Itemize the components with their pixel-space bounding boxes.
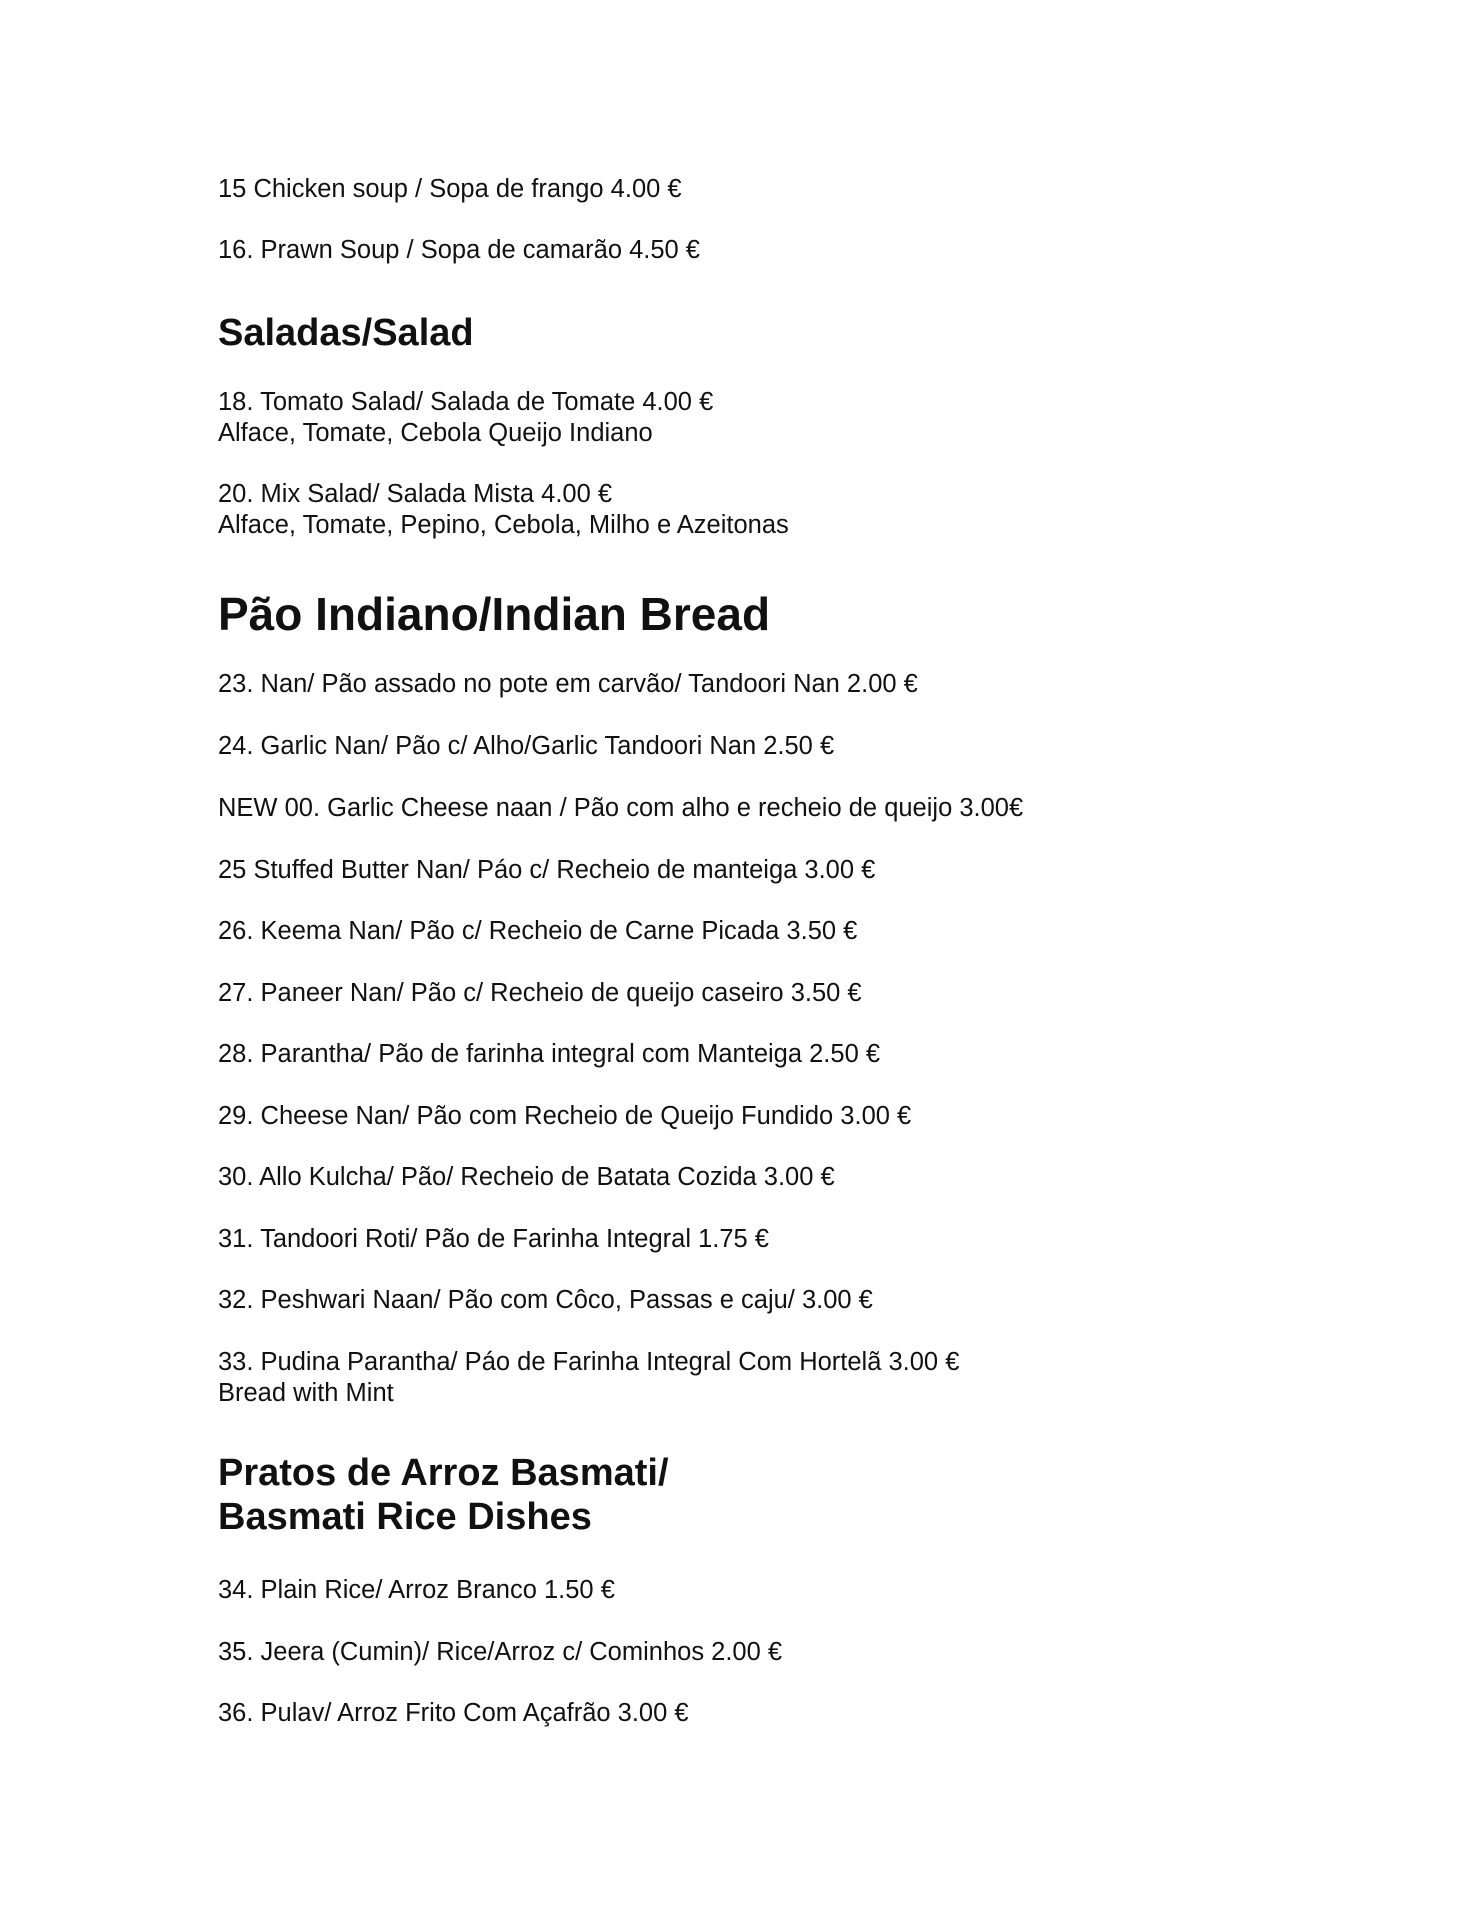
menu-item-pudina-parantha: 33. Pudina Parantha/ Páo de Farinha Integral Com Hortelã 3.00 € <box>218 1348 960 1376</box>
menu-item: 26. Keema Nan/ Pão c/ Recheio de Carne Picada 3.50 € <box>218 917 858 945</box>
menu-item: 25 Stuffed Butter Nan/ Páo c/ Recheio de manteiga 3.00 € <box>218 856 876 884</box>
menu-item-chicken-soup: 15 Chicken soup / Sopa de frango 4.00 € <box>218 175 682 203</box>
section-heading-rice-line-2: Basmati Rice Dishes <box>218 1496 592 1538</box>
menu-item: 32. Peshwari Naan/ Pão com Côco, Passas e caju/ 3.00 € <box>218 1286 873 1314</box>
menu-item: 36. Pulav/ Arroz Frito Com Açafrão 3.00 € <box>218 1699 689 1727</box>
section-heading-indian-bread: Pão Indiano/Indian Bread <box>218 588 771 640</box>
menu-item: 27. Paneer Nan/ Pão c/ Recheio de queijo caseiro 3.50 € <box>218 979 862 1007</box>
menu-item: 34. Plain Rice/ Arroz Branco 1.50 € <box>218 1576 615 1604</box>
menu-item: 29. Cheese Nan/ Pão com Recheio de Queijo Fundido 3.00 € <box>218 1102 912 1130</box>
menu-item: 28. Parantha/ Pão de farinha integral com Manteiga 2.50 € <box>218 1040 881 1068</box>
menu-item: 23. Nan/ Pão assado no pote em carvão/ Tandoori Nan 2.00 € <box>218 670 918 698</box>
menu-item-tomato-salad: 18. Tomato Salad/ Salada de Tomate 4.00 € <box>218 388 714 416</box>
menu-item-description: Bread with Mint <box>218 1379 394 1407</box>
menu-item-prawn-soup: 16. Prawn Soup / Sopa de camarão 4.50 € <box>218 236 700 264</box>
menu-item: 30. Allo Kulcha/ Pão/ Recheio de Batata Cozida 3.00 € <box>218 1163 835 1191</box>
menu-item-description: Alface, Tomate, Cebola Queijo Indiano <box>218 419 653 447</box>
menu-item: 31. Tandoori Roti/ Pão de Farinha Integral 1.75 € <box>218 1225 769 1253</box>
menu-item: 35. Jeera (Cumin)/ Rice/Arroz c/ Cominhos 2.00 € <box>218 1638 783 1666</box>
section-heading-salads: Saladas/Salad <box>218 312 474 354</box>
menu-item-mix-salad: 20. Mix Salad/ Salada Mista 4.00 € <box>218 480 613 508</box>
menu-item: 24. Garlic Nan/ Pão c/ Alho/Garlic Tandoori Nan 2.50 € <box>218 732 835 760</box>
menu-item-description: Alface, Tomate, Pepino, Cebola, Milho e Azeitonas <box>218 511 789 539</box>
menu-item: NEW 00. Garlic Cheese naan / Pão com alho e recheio de queijo 3.00€ <box>218 794 1024 822</box>
section-heading-rice-line-1: Pratos de Arroz Basmati/ <box>218 1452 669 1494</box>
